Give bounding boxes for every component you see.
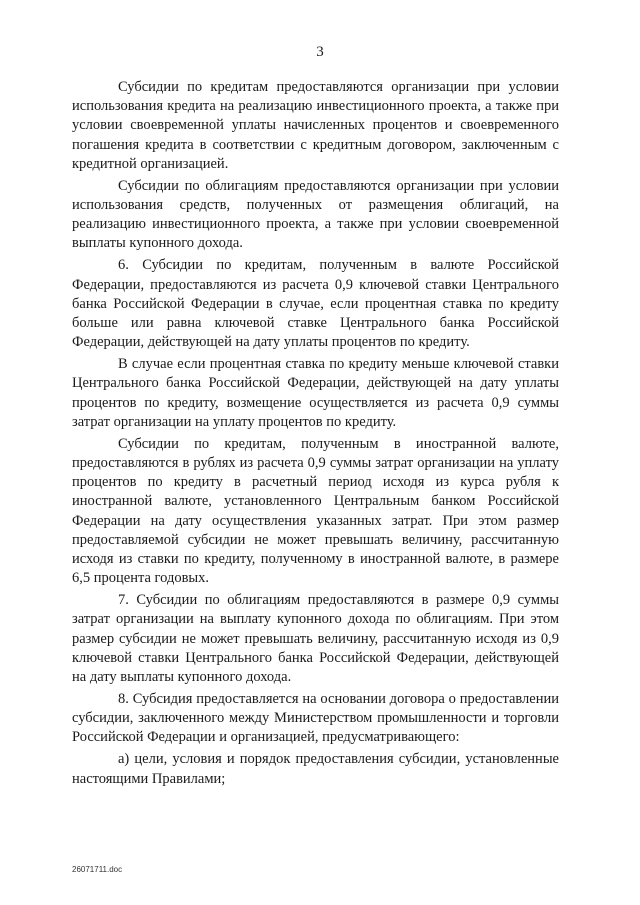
page-number: 3 (316, 44, 324, 60)
paragraph: Субсидии по облигациям предоставляются организации при условии использования средств, полученных от размещения облигаций, на реализацию инвестиционного проекта, а также при условии своевременной выплаты купонного дохода. (72, 177, 559, 252)
paragraph: 8. Субсидия предоставляется на основании договора о предоставлении субсидии, заключенного между Министерством промышленности и торговли Российской Федерации и организацией, предусматривающего: (72, 691, 559, 746)
paragraph: Субсидии по кредитам предоставляются организации при условии использования кредита на реализацию инвестиционного проекта, а также при условии своевременной уплаты начисленных процентов и своевременного погашения кредита в соответствии с кредитным договором, заключенным с кредитной организацией. (72, 79, 559, 172)
paragraph: В случае если процентная ставка по кредиту меньше ключевой ставки Центрального банка Российской Федерации, действующей на дату уплаты процентов по кредиту, возмещение осуществляется из расчета 0,9 суммы затрат организации на уплату процентов по кредиту. (72, 356, 559, 430)
paragraph: а) цели, условия и порядок предоставления субсидии, установленные настоящими Правилами; (72, 751, 559, 787)
file-footer: 26071711.doc (72, 865, 123, 874)
paragraph: Субсидии по кредитам, полученным в иностранной валюте, предоставляются в рублях из расчета 0,9 суммы затрат организации на уплату процентов по кредиту в расчетный период исходя из курса рубля к иностранной валюте, установленного Центральным банком Российской Федерации на дату осуществления указанных затрат. При этом размер предоставляемой субсидии не может превышать величину, рассчитанную исходя из ставки по кредиту, полученному в иностранной валюте, в размере 6,5 процента годовых. (72, 435, 559, 587)
paragraph: 6. Субсидии по кредитам, полученным в валюте Российской Федерации, предоставляются из расчета 0,9 ключевой ставки Центрального банка Российской Федерации в случае, если процентная ставка по кредиту больше или равна ключевой ставке Центрального банка Российской Федерации, действующей на дату уплаты процентов по кредиту. (72, 257, 559, 351)
paragraph: 7. Субсидии по облигациям предоставляются в размере 0,9 суммы затрат организации на выплату купонного дохода по облигациям. При этом размер субсидии не может превышать величину, рассчитанную исходя из 0,9 ключевой ставки Центрального банка Российской Федерации, действующей на дату выплаты купонного дохода. (72, 592, 559, 686)
document-body (72, 78, 559, 789)
